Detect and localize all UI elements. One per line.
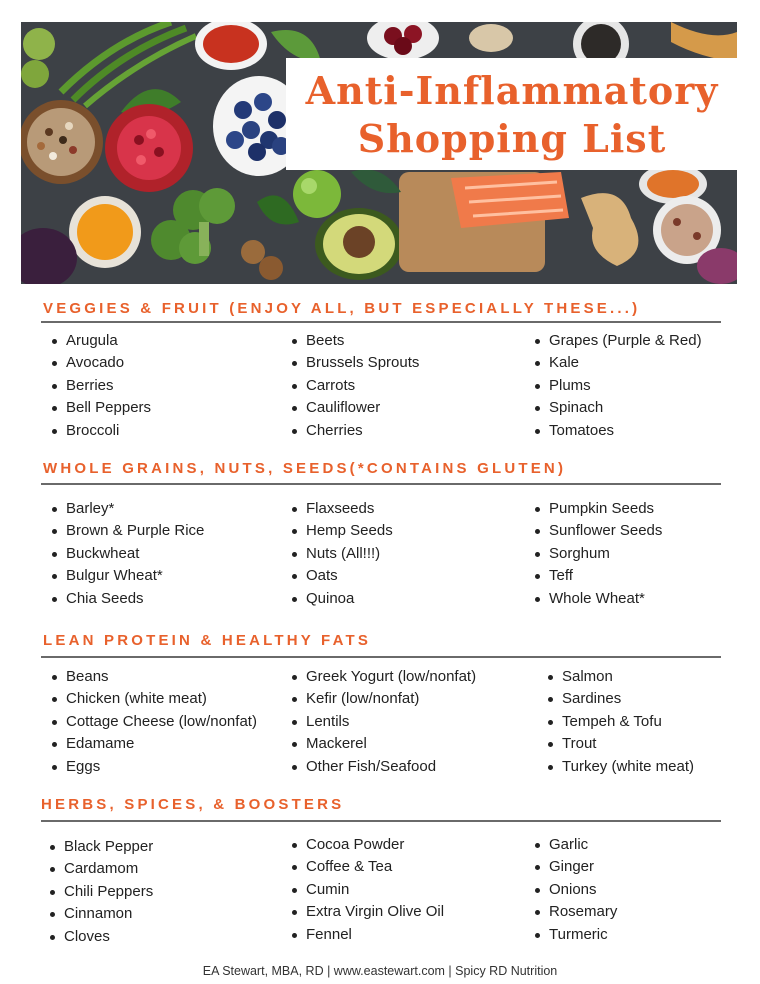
list-item: Trout bbox=[546, 733, 694, 755]
grains-column-2 bbox=[290, 498, 393, 610]
section-divider bbox=[41, 820, 721, 822]
list-item: Fennel bbox=[290, 924, 444, 946]
list-item: Kale bbox=[533, 352, 702, 374]
list-item: Black Pepper bbox=[48, 836, 153, 858]
list-item: Sunflower Seeds bbox=[533, 520, 662, 542]
list-item: Cardamom bbox=[48, 858, 153, 880]
herbs-column-3 bbox=[533, 834, 617, 946]
section-divider bbox=[41, 656, 721, 658]
list-item: Pumpkin Seeds bbox=[533, 498, 662, 520]
list-item: Cumin bbox=[290, 879, 444, 901]
list-item: Onions bbox=[533, 879, 617, 901]
list-item: Cherries bbox=[290, 420, 419, 442]
list-item: Plums bbox=[533, 375, 702, 397]
list-item: Extra Virgin Olive Oil bbox=[290, 901, 444, 923]
list-item: Sardines bbox=[546, 688, 694, 710]
veggies-fruit-column-3 bbox=[533, 330, 702, 442]
list-item: Garlic bbox=[533, 834, 617, 856]
list-item: Hemp Seeds bbox=[290, 520, 393, 542]
protein-column-1 bbox=[50, 666, 257, 778]
page-title-line-2: Shopping List bbox=[357, 116, 667, 161]
list-item: Bell Peppers bbox=[50, 397, 151, 419]
list-item: Brussels Sprouts bbox=[290, 352, 419, 374]
list-item: Beans bbox=[50, 666, 257, 688]
list-item: Cauliflower bbox=[290, 397, 419, 419]
list-item: Arugula bbox=[50, 330, 151, 352]
title-box bbox=[286, 58, 738, 170]
page-title-line-1: Anti-Inflammatory bbox=[305, 68, 719, 113]
list-item: Coffee & Tea bbox=[290, 856, 444, 878]
grains-column-3 bbox=[533, 498, 662, 610]
list-item: Other Fish/Seafood bbox=[290, 756, 476, 778]
list-item: Oats bbox=[290, 565, 393, 587]
list-item: Lentils bbox=[290, 711, 476, 733]
list-item: Berries bbox=[50, 375, 151, 397]
list-item: Chia Seeds bbox=[50, 588, 204, 610]
list-item: Broccoli bbox=[50, 420, 151, 442]
list-item: Quinoa bbox=[290, 588, 393, 610]
list-item: Chili Peppers bbox=[48, 881, 153, 903]
section-title-veggies-fruit: VEGGIES & FRUIT (ENJOY ALL, BUT ESPECIALLY THESE...) bbox=[43, 300, 641, 317]
list-item: Rosemary bbox=[533, 901, 617, 923]
list-item: Buckwheat bbox=[50, 543, 204, 565]
list-item: Mackerel bbox=[290, 733, 476, 755]
list-item: Eggs bbox=[50, 756, 257, 778]
list-item: Kefir (low/nonfat) bbox=[290, 688, 476, 710]
list-item: Tempeh & Tofu bbox=[546, 711, 694, 733]
veggies-fruit-column-2 bbox=[290, 330, 419, 442]
list-item: Carrots bbox=[290, 375, 419, 397]
list-item: Grapes (Purple & Red) bbox=[533, 330, 702, 352]
herbs-column-2 bbox=[290, 834, 444, 946]
herbs-column-1 bbox=[48, 836, 153, 948]
list-item: Cottage Cheese (low/nonfat) bbox=[50, 711, 257, 733]
list-item: Chicken (white meat) bbox=[50, 688, 257, 710]
list-item: Bulgur Wheat* bbox=[50, 565, 204, 587]
section-divider bbox=[41, 321, 721, 323]
list-item: Beets bbox=[290, 330, 419, 352]
footer-credit: EA Stewart, MBA, RD | www.eastewart.com | Spicy RD Nutrition bbox=[202, 964, 558, 978]
list-item: Tomatoes bbox=[533, 420, 702, 442]
list-item: Cloves bbox=[48, 926, 153, 948]
section-title-grains-nuts-seeds: WHOLE GRAINS, NUTS, SEEDS(*CONTAINS GLUTEN) bbox=[43, 460, 567, 477]
list-item: Greek Yogurt (low/nonfat) bbox=[290, 666, 476, 688]
list-item: Sorghum bbox=[533, 543, 662, 565]
section-title-herbs-spices: HERBS, SPICES, & BOOSTERS bbox=[41, 796, 345, 813]
protein-column-3 bbox=[546, 666, 694, 778]
grains-column-1 bbox=[50, 498, 204, 610]
list-item: Nuts (All!!!) bbox=[290, 543, 393, 565]
list-item: Avocado bbox=[50, 352, 151, 374]
list-item: Ginger bbox=[533, 856, 617, 878]
list-item: Flaxseeds bbox=[290, 498, 393, 520]
list-item: Cocoa Powder bbox=[290, 834, 444, 856]
protein-column-2 bbox=[290, 666, 476, 778]
veggies-fruit-column-1 bbox=[50, 330, 151, 442]
list-item: Brown & Purple Rice bbox=[50, 520, 204, 542]
list-item: Cinnamon bbox=[48, 903, 153, 925]
list-item: Turkey (white meat) bbox=[546, 756, 694, 778]
list-item: Whole Wheat* bbox=[533, 588, 662, 610]
section-title-protein-fats: LEAN PROTEIN & HEALTHY FATS bbox=[43, 632, 372, 649]
list-item: Teff bbox=[533, 565, 662, 587]
list-item: Spinach bbox=[533, 397, 702, 419]
section-divider bbox=[41, 483, 721, 485]
list-item: Edamame bbox=[50, 733, 257, 755]
list-item: Turmeric bbox=[533, 924, 617, 946]
list-item: Barley* bbox=[50, 498, 204, 520]
list-item: Salmon bbox=[546, 666, 694, 688]
